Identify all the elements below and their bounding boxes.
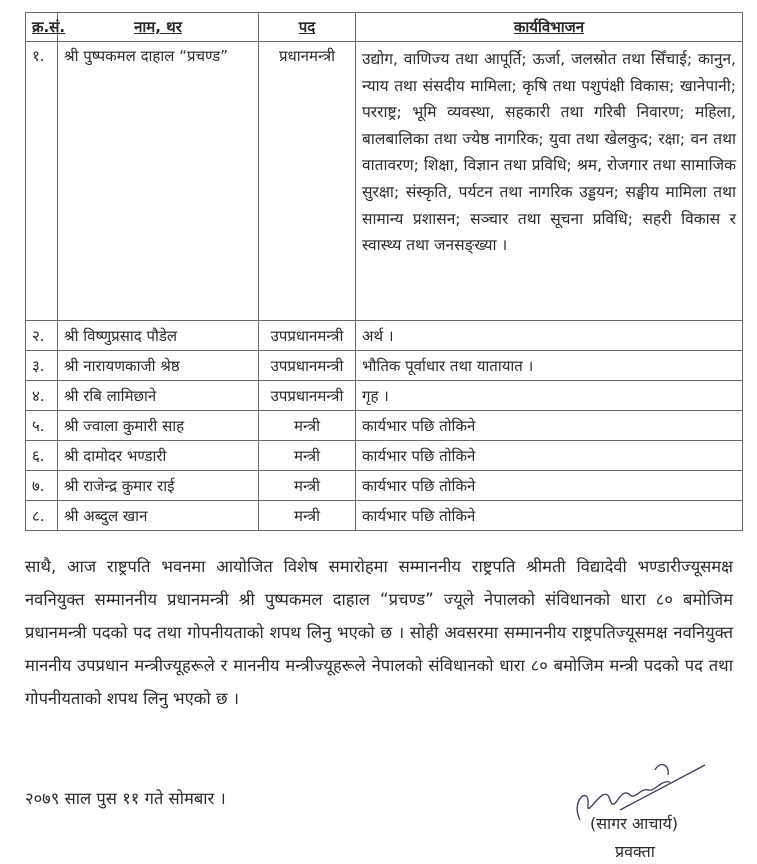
- row-duties: कार्यभार पछि तोकिने: [356, 471, 743, 501]
- table-row: [26, 351, 743, 381]
- body-paragraph: साथै, आज राष्ट्रपति भवनमा आयोजित विशेष समारोहमा सम्माननीय राष्ट्रपति श्रीमती विद्यादेवी भण्डारीज्यूसमक्ष नवनियुक्त सम्माननीय प्रधानमन्त्री श्री पुष्पकमल दाहाल “प्रचण्ड” ज्यूले नेपालको संविधानको धारा ८० बमोजिम प्रधानमन्त्री पदको पद तथा गोपनीयताको शपथ लिनु भएको छ । सोही अवसरमा सम्माननीय राष्ट्रपतिज्यूसमक्ष नवनियुक्त माननीय उपप्रधान मन्त्रीज्यूहरूले र माननीय मन्त्रीज्यूहरूले नेपालको संविधानको धारा ८० बमोजिम मन्त्री पदको पद तथा गोपनीयताको शपथ लिनु भएको छ ।: [25, 557, 733, 708]
- row-duties: कार्यभार पछि तोकिने: [356, 501, 743, 531]
- row-sn: ४.: [26, 381, 58, 411]
- signatory-name: (सागर आचार्य): [590, 814, 679, 833]
- row-name: श्री ज्वाला कुमारी साह: [58, 411, 259, 441]
- portfolio-table: [25, 12, 743, 531]
- row-name: श्री अब्दुल खान: [58, 501, 259, 531]
- row-name: श्री पुष्पकमल दाहाल “प्रचण्ड”: [58, 42, 259, 321]
- table-row: [26, 501, 743, 531]
- row-sn: २.: [26, 321, 58, 351]
- date-line: २०७९ साल पुस ११ गते सोमबार ।: [25, 789, 226, 808]
- table-row: [26, 381, 743, 411]
- row-name: श्री राजेन्द्र कुमार राई: [58, 471, 259, 501]
- row-post: उपप्रधानमन्त्री: [259, 381, 356, 411]
- row-sn: ६.: [26, 441, 58, 471]
- header-sn: क्र.सं.: [32, 18, 66, 36]
- row-post: मन्त्री: [259, 411, 356, 441]
- row-name: श्री नारायणकाजी श्रेष्ठ: [58, 351, 259, 381]
- row-post: उपप्रधानमन्त्री: [259, 351, 356, 381]
- row-post: मन्त्री: [259, 441, 356, 471]
- row-post: मन्त्री: [259, 501, 356, 531]
- table-row: [26, 411, 743, 441]
- row-sn: ७.: [26, 471, 58, 501]
- header-post: पद: [298, 18, 316, 36]
- row-duties: कार्यभार पछि तोकिने: [356, 411, 743, 441]
- row-name: श्री रबि लामिछाने: [58, 381, 259, 411]
- row-post: प्रधानमन्त्री: [259, 42, 356, 321]
- row-duties: गृह ।: [356, 381, 743, 411]
- header-duties: कार्यविभाजन: [513, 18, 585, 36]
- table-row: [26, 441, 743, 471]
- table-row: [26, 471, 743, 501]
- row-sn: ८.: [26, 501, 58, 531]
- row-sn: ५.: [26, 411, 58, 441]
- signatory-role: प्रवक्ता: [615, 842, 655, 861]
- row-name: श्री दामोदर भण्डारी: [58, 441, 259, 471]
- row-post: मन्त्री: [259, 471, 356, 501]
- row-duties: उद्योग, वाणिज्य तथा आपूर्ति; ऊर्जा, जलस्रोत तथा सिँचाई; कानुन, न्याय तथा संसदीय मामिला; कृषि तथा पशुपंक्षी विकास; खानेपानी; परराष्ट्र; भूमि व्यवस्था, सहकारी तथा गरिबी निवारण; महिला, बालबालिका तथा ज्येष्ठ नागरिक; युवा तथा खेलकुद; रक्षा; वन तथा वातावरण; शिक्षा, विज्ञान तथा प्रविधि; श्रम, रोजगार तथा सामाजिक सुरक्षा; संस्कृति, पर्यटन तथा नागरिक उड्डयन; सङ्घीय मामिला तथा सामान्य प्रशासन; सञ्चार तथा सूचना प्रविधि; सहरी विकास र स्वास्थ्य तथा जनसङ्ख्या ।: [356, 42, 743, 321]
- row-duties: भौतिक पूर्वाधार तथा यातायात ।: [356, 351, 743, 381]
- row-post: उपप्रधानमन्त्री: [259, 321, 356, 351]
- table-row: [26, 321, 743, 351]
- row-sn: १.: [26, 42, 58, 321]
- table-header-row: [26, 13, 743, 42]
- row-name: श्री विष्णुप्रसाद पौडेल: [58, 321, 259, 351]
- header-name: नाम, थर: [134, 18, 182, 36]
- row-duties: अर्थ ।: [356, 321, 743, 351]
- row-sn: ३.: [26, 351, 58, 381]
- row-duties: कार्यभार पछि तोकिने: [356, 441, 743, 471]
- table-row: [26, 42, 743, 321]
